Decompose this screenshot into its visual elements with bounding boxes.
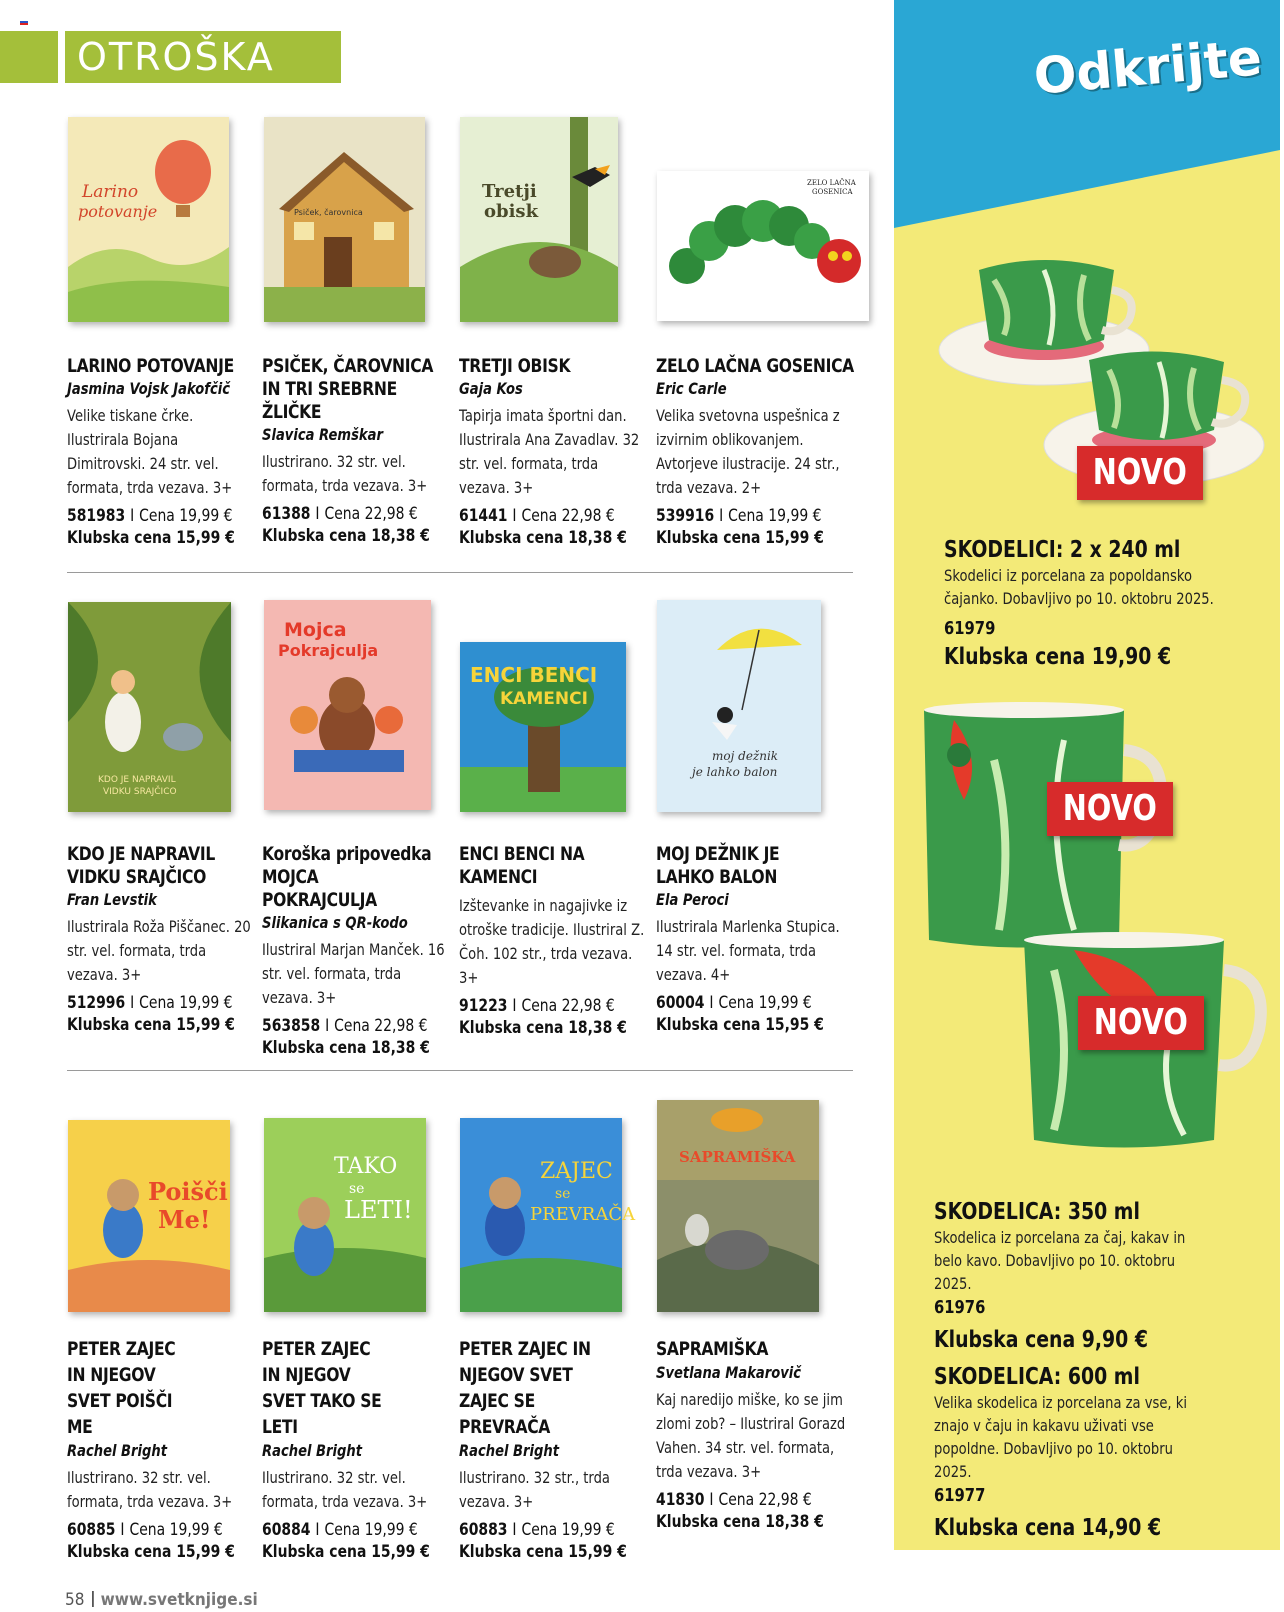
product-description: Ilustrirala Marlenka Stupica. 14 str. vel. formata, trda vezava. 4+ (656, 917, 840, 984)
book-cover-mojca-pokrajculja[interactable] (264, 600, 431, 810)
product-moj-deznik[interactable] (656, 843, 846, 1036)
product-club-price: Klubska cena 15,99 € (459, 1542, 627, 1562)
novo-badge: NOVO (1078, 996, 1204, 1050)
section-title: OTROŠKA (65, 31, 341, 83)
product-price: 60884 I Cena 19,99 € (262, 1520, 418, 1540)
svg-text:Psiček, čarovnica: Psiček, čarovnica (294, 208, 363, 217)
svg-text:LETI!: LETI! (344, 1196, 413, 1224)
book-cover-zelo-lacna-gosenica[interactable] (657, 171, 869, 321)
row-divider (67, 1070, 853, 1071)
product-club-price: Klubska cena 18,38 € (262, 1038, 430, 1058)
svg-text:Mojca: Mojca (284, 619, 347, 641)
svg-text:ZELO LAČNA: ZELO LAČNA (807, 179, 856, 187)
product-description: Ilustrirano. 32 str. vel. formata, trda vezava. 3+ (262, 452, 428, 495)
product-description: Ilustrirano. 32 str., trda vezava. 3+ (459, 1468, 610, 1511)
product-title: ZELO LAČNA GOSENICA (656, 355, 854, 377)
product-description: Velika svetovna uspešnica z izvirnim oblikovanjem. Avtorjeve ilustracije. 24 str., trda vezava. 2+ (656, 406, 840, 497)
sidebar-product-cups-240[interactable] (944, 536, 1274, 672)
svg-text:je lahko balon: je lahko balon (692, 765, 778, 779)
svg-text:se: se (555, 1186, 571, 1202)
book-cover-moj-deznik[interactable] (657, 600, 821, 812)
flag-icon (20, 19, 28, 25)
product-sapramiska[interactable] (656, 1336, 846, 1533)
product-club-price: Klubska cena 15,99 € (656, 528, 824, 548)
product-price: 41830 I Cena 22,98 € (656, 1490, 812, 1510)
sidebar-product-code: 61979 (944, 618, 996, 639)
sidebar-product-description: Skodelici iz porcelana za popoldansko čajanko. Dobavljivo po 10. oktobru 2025. (944, 566, 1214, 608)
svg-text:PREVRAČA: PREVRAČA (530, 1204, 636, 1225)
product-larino-potovanje[interactable] (67, 355, 257, 549)
sidebar-product-code: 61977 (934, 1485, 986, 1506)
product-description: Velike tiskane črke. Ilustrirala Bojana Dimitrovski. 24 str. vel. formata, trda vezava. 3+ (67, 406, 233, 497)
book-cover-zajec-se-prevraca[interactable] (460, 1118, 636, 1312)
book-cover-poisci-me[interactable] (68, 1120, 230, 1312)
section-tab (0, 31, 58, 83)
product-poisci-me[interactable] (67, 1336, 257, 1563)
product-club-price: Klubska cena 18,38 € (459, 528, 627, 548)
product-title: LARINO POTOVANJE (67, 355, 234, 377)
svg-text:KAMENCI: KAMENCI (500, 689, 588, 709)
book-cover-psicek[interactable] (264, 117, 425, 322)
product-title: ENCI BENCI NA KAMENCI (459, 843, 585, 888)
product-price: 91223 I Cena 22,98 € (459, 996, 615, 1016)
product-tretji-obisk[interactable] (459, 355, 649, 549)
sidebar-product-description: Velika skodelica iz porcelana za vse, ki znajo v čaju in kakavu uživati vse popoldne. Dobavljivo po 10. oktobru 2025. (934, 1393, 1188, 1481)
sidebar-product-club-price: Klubska cena 14,90 € (934, 1515, 1162, 1541)
product-title: PSIČEK, ČAROVNICA IN TRI SREBRNE ŽLIČKE (262, 355, 434, 423)
product-title: KDO JE NAPRAVIL VIDKU SRAJČICO (67, 843, 215, 888)
product-zelo-lacna-gosenica[interactable] (656, 355, 854, 549)
product-club-price: Klubska cena 18,38 € (262, 526, 430, 546)
product-title: TRETJI OBISK (459, 355, 571, 377)
sidebar-headline: Odkrijte (1031, 28, 1264, 106)
product-title: PETER ZAJEC IN NJEGOV SVET ZAJEC SE PREVRAČA (459, 1338, 591, 1438)
product-psicek[interactable] (262, 355, 452, 547)
product-author: Ela Peroci (656, 890, 729, 909)
product-description: Ilustrirano. 32 str. vel. formata, trda vezava. 3+ (262, 1468, 428, 1511)
book-cover-sapramiska[interactable] (657, 1100, 819, 1312)
product-club-price: Klubska cena 15,95 € (656, 1015, 824, 1035)
product-enci-benci[interactable] (459, 843, 649, 1039)
product-kdo-je-napravil[interactable] (67, 843, 257, 1036)
svg-text:ZAJEC: ZAJEC (540, 1159, 613, 1184)
product-club-price: Klubska cena 15,99 € (67, 528, 235, 548)
svg-text:obisk: obisk (484, 201, 539, 222)
book-cover-tako-se-leti[interactable] (264, 1118, 426, 1312)
product-author: Fran Levstik (67, 890, 157, 909)
product-author: Svetlana Makarovič (656, 1363, 802, 1382)
sidebar-product-mug-350[interactable] (934, 1198, 1264, 1355)
product-price: 581983 I Cena 19,99 € (67, 506, 233, 526)
product-price: 563858 I Cena 22,98 € (262, 1016, 428, 1036)
sidebar-product-title: SKODELICA: 600 ml (934, 1364, 1140, 1390)
product-title: Koroška pripovedka MOJCA POKRAJCULJA (262, 843, 432, 911)
svg-text:VIDKU SRAJČICO: VIDKU SRAJČICO (103, 787, 177, 797)
product-author: Slavica Remškar (262, 425, 383, 444)
product-title: SAPRAMIŠKA (656, 1338, 769, 1360)
svg-text:Tretji: Tretji (482, 181, 537, 202)
product-author: Gaja Kos (459, 379, 523, 398)
sidebar-product-club-price: Klubska cena 19,90 € (944, 644, 1172, 670)
product-author: Rachel Bright (262, 1441, 363, 1460)
book-cover-larino-potovanje[interactable] (68, 117, 229, 322)
product-price: 61441 I Cena 22,98 € (459, 506, 615, 526)
novo-badge: NOVO (1077, 446, 1203, 500)
product-title: MOJ DEŽNIK JE LAHKO BALON (656, 843, 780, 888)
svg-text:ENCI BENCI: ENCI BENCI (470, 663, 598, 687)
product-price: 60885 I Cena 19,99 € (67, 1520, 223, 1540)
product-title: PETER ZAJEC IN NJEGOV SVET TAKO SE LETI (262, 1338, 382, 1438)
product-club-price: Klubska cena 15,99 € (67, 1015, 235, 1035)
product-club-price: Klubska cena 15,99 € (262, 1542, 430, 1562)
product-description: Tapirja imata športni dan. Ilustrirala Ana Zavadlav. 32 str. vel. formata, trda vezava. 3+ (459, 406, 640, 497)
book-cover-tretji-obisk[interactable] (460, 117, 618, 322)
sidebar-product-club-price: Klubska cena 9,90 € (934, 1327, 1148, 1353)
product-price: 60004 I Cena 19,99 € (656, 993, 812, 1013)
product-club-price: Klubska cena 18,38 € (656, 1512, 824, 1532)
product-author: Rachel Bright (67, 1441, 168, 1460)
product-author: Jasmina Vojsk Jakofčič (67, 379, 231, 398)
book-cover-enci-benci[interactable] (460, 642, 626, 812)
sidebar-product-title: SKODELICA: 350 ml (934, 1199, 1140, 1225)
svg-text:potovanje: potovanje (78, 202, 158, 221)
product-description: Kaj naredijo miške, ko se jim zlomi zob? – Ilustriral Gorazd Vahen. 34 str. vel. formata, trda vezava. 3+ (656, 1390, 846, 1481)
svg-text:SAPRAMIŠKA: SAPRAMIŠKA (679, 1148, 796, 1166)
svg-text:Larino: Larino (82, 182, 139, 202)
product-club-price: Klubska cena 18,38 € (459, 1018, 627, 1038)
svg-text:Pokrajculja: Pokrajculja (278, 641, 379, 660)
product-author: Slikanica s QR-kodo (262, 913, 408, 932)
product-club-price: Klubska cena 15,99 € (67, 1542, 235, 1562)
product-description: Ilustrirala Roža Piščanec. 20 str. vel. formata, trda vezava. 3+ (67, 917, 251, 984)
footer-separator (92, 1591, 94, 1607)
page-footer (65, 1590, 258, 1610)
product-tako-se-leti[interactable] (262, 1336, 452, 1563)
product-description: Ilustrirano. 32 str. vel. formata, trda vezava. 3+ (67, 1468, 233, 1511)
product-price: 539916 I Cena 19,99 € (656, 506, 822, 526)
product-price: 60883 I Cena 19,99 € (459, 1520, 615, 1540)
product-price: 61388 I Cena 22,98 € (262, 504, 418, 524)
svg-text:GOSENICA: GOSENICA (812, 188, 853, 196)
sidebar-promo (894, 0, 1280, 1550)
product-description: Izštevanke in nagajivke iz otroške tradicije. Ilustriral Z. Čoh. 102 str., trda vezava. 3+ (459, 896, 645, 987)
product-author: Eric Carle (656, 379, 727, 398)
book-cover-kdo-je-napravil[interactable] (68, 602, 231, 812)
product-zajec-se-prevraca[interactable] (459, 1336, 649, 1563)
svg-text:moj dežnik: moj dežnik (712, 749, 779, 763)
svg-text:KDO JE NAPRAVIL: KDO JE NAPRAVIL (98, 775, 176, 785)
svg-text:Me!: Me! (158, 1205, 211, 1234)
product-author: Rachel Bright (459, 1441, 560, 1460)
product-title: PETER ZAJEC IN NJEGOV SVET POIŠČI ME (67, 1338, 176, 1438)
svg-text:Poišči: Poišči (148, 1177, 228, 1206)
sidebar-product-title: SKODELICI: 2 x 240 ml (944, 537, 1181, 563)
row-divider (67, 572, 853, 573)
svg-text:TAKO: TAKO (334, 1154, 398, 1179)
sidebar-product-code: 61976 (934, 1297, 986, 1318)
sidebar-product-mug-600[interactable] (934, 1363, 1264, 1543)
svg-text:se: se (349, 1181, 365, 1197)
page-number: 58 (65, 1590, 85, 1610)
novo-badge: NOVO (1047, 782, 1173, 836)
product-price: 512996 I Cena 19,99 € (67, 993, 233, 1013)
product-mojca-pokrajculja[interactable] (262, 843, 452, 1059)
sidebar-product-description: Skodelica iz porcelana za čaj, kakav in belo kavo. Dobavljivo po 10. oktobru 2025. (934, 1228, 1186, 1293)
website-link[interactable]: www.svetknjige.si (100, 1590, 258, 1610)
product-description: Ilustriral Marjan Manček. 16 str. vel. formata, trda vezava. 3+ (262, 940, 445, 1007)
